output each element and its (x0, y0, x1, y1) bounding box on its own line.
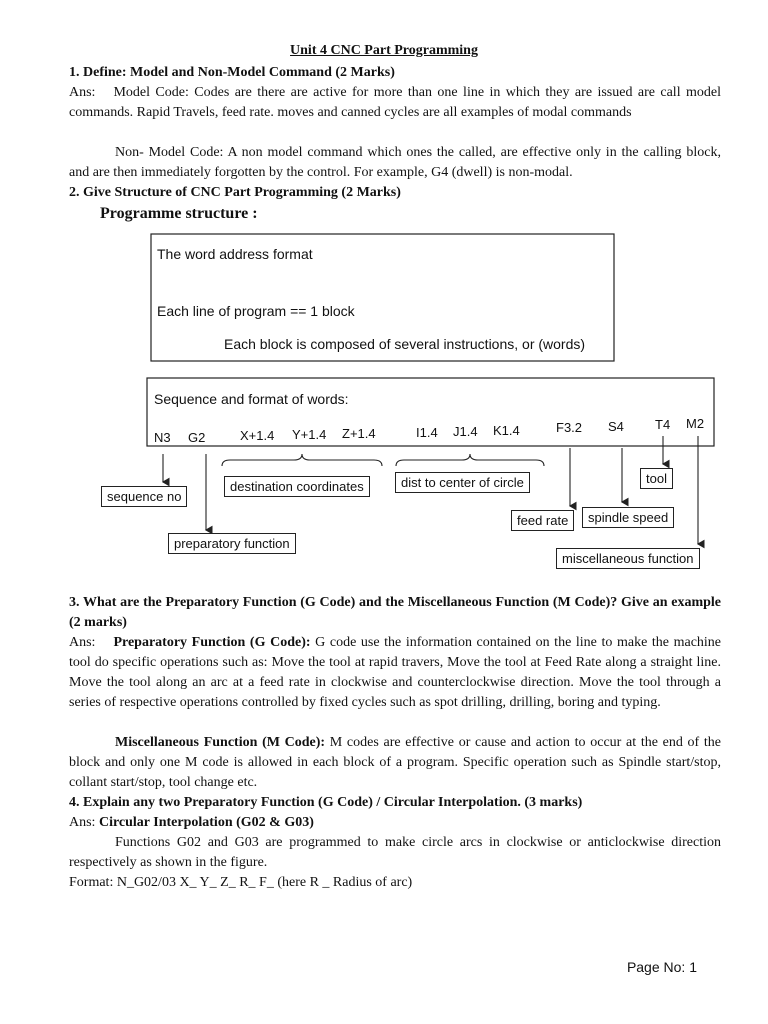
misc-function-label: Miscellaneous Function (M Code): (115, 735, 326, 750)
q3-answer-g-code (69, 633, 721, 713)
sequence-format-heading: Sequence and format of words: (154, 391, 349, 407)
program-structure-diagram (90, 200, 730, 585)
word-s: S4 (608, 419, 624, 434)
word-address-format-text: The word address format (157, 246, 313, 262)
circular-interpolation-title: Circular Interpolation (G02 & G03) (98, 815, 314, 830)
word-y: Y+1.4 (292, 427, 327, 442)
q4-format: Format: N_G02/03 X_ Y_ Z_ R_ F_ (here R _ Radius of arc) (69, 875, 413, 890)
preparatory-function-text: G code use the information contained on the line to make the machine tool do specific operations such as: Move the tool at rapid travers, Move the tool at Feed Rate along a straight line. Move the tool along an arc at a feed rate in clockwise and counterclockwise direction. Move the tool through a series of respective operations controlled by fixed cycles such as spot drilling, drilling, boring and typing. (69, 635, 722, 710)
misc-function-text: M codes are effective or cause and action to occur at the end of the block and only one M code is allowed in each block of a program. Specific operation such as Spindle start/stop, collant start/stop, tool change etc. (69, 735, 721, 790)
question-3: 3. What are the Preparatory Function (G Code) and the Miscellaneous Function (M Code)? Give an example (2 marks) (69, 595, 721, 630)
q4-answer-text: Functions G02 and G03 are programmed to make circle arcs in clockwise or anticlockwise direction respectively as shown in the figure. (69, 835, 721, 870)
line-block-text: Each line of program == 1 block (157, 303, 355, 319)
word-z: Z+1.4 (342, 426, 376, 441)
word-k: K1.4 (493, 423, 520, 438)
word-g2: G2 (188, 430, 206, 445)
label-miscellaneous-function: miscellaneous function (556, 548, 700, 569)
question-1: 1. Define: Model and Non-Model Command (2 Marks) (69, 65, 395, 80)
word-j: J1.4 (453, 424, 478, 439)
word-m: M2 (686, 416, 705, 431)
model-code-text: Model Code: Codes are there are active for more than one line in which they are issued are call model commands. Rapid Travels, feed rate. moves and canned cycles are all examples of modal commands (69, 85, 721, 120)
label-spindle-speed: spindle speed (582, 507, 674, 528)
word-n3: N3 (154, 430, 171, 445)
word-f: F3.2 (556, 420, 583, 435)
ans-label: Ans: (69, 635, 96, 650)
word-i: I1.4 (416, 425, 438, 440)
label-preparatory-function: preparatory function (168, 533, 296, 554)
document-title: Unit 4 CNC Part Programming (290, 43, 478, 58)
q1-answer-model (69, 83, 721, 123)
q1-answer-non-model: Non- Model Code: A non model command which ones the called, are effective only in the calling block, and are then immediately forgotten by the control. For example, G4 (dwell) is non-modal. (69, 145, 721, 180)
label-tool: tool (640, 468, 673, 489)
preparatory-function-label: Preparatory Function (G Code): (113, 635, 311, 650)
label-dist-to-center: dist to center of circle (395, 472, 530, 493)
block-composition-text: Each block is composed of several instructions, or (words) (224, 336, 586, 352)
word-t: T4 (655, 417, 671, 432)
label-destination-coordinates: destination coordinates (224, 476, 370, 497)
label-sequence-no: sequence no (101, 486, 187, 507)
q3-answer-m-code (69, 733, 721, 793)
question-2: 2. Give Structure of CNC Part Programming (2 Marks) (69, 185, 401, 200)
question-4: 4. Explain any two Preparatory Function (G Code) / Circular Interpolation. (3 marks) (69, 795, 583, 810)
ans-label: Ans: (69, 85, 96, 100)
label-feed-rate: feed rate (511, 510, 574, 531)
q4-answer-title (69, 813, 721, 833)
page-number: Page No: 1 (626, 959, 697, 975)
word-x: X+1.4 (240, 428, 275, 443)
diagram-title: Programme structure : (100, 205, 258, 222)
ans-label: Ans: (69, 815, 96, 830)
